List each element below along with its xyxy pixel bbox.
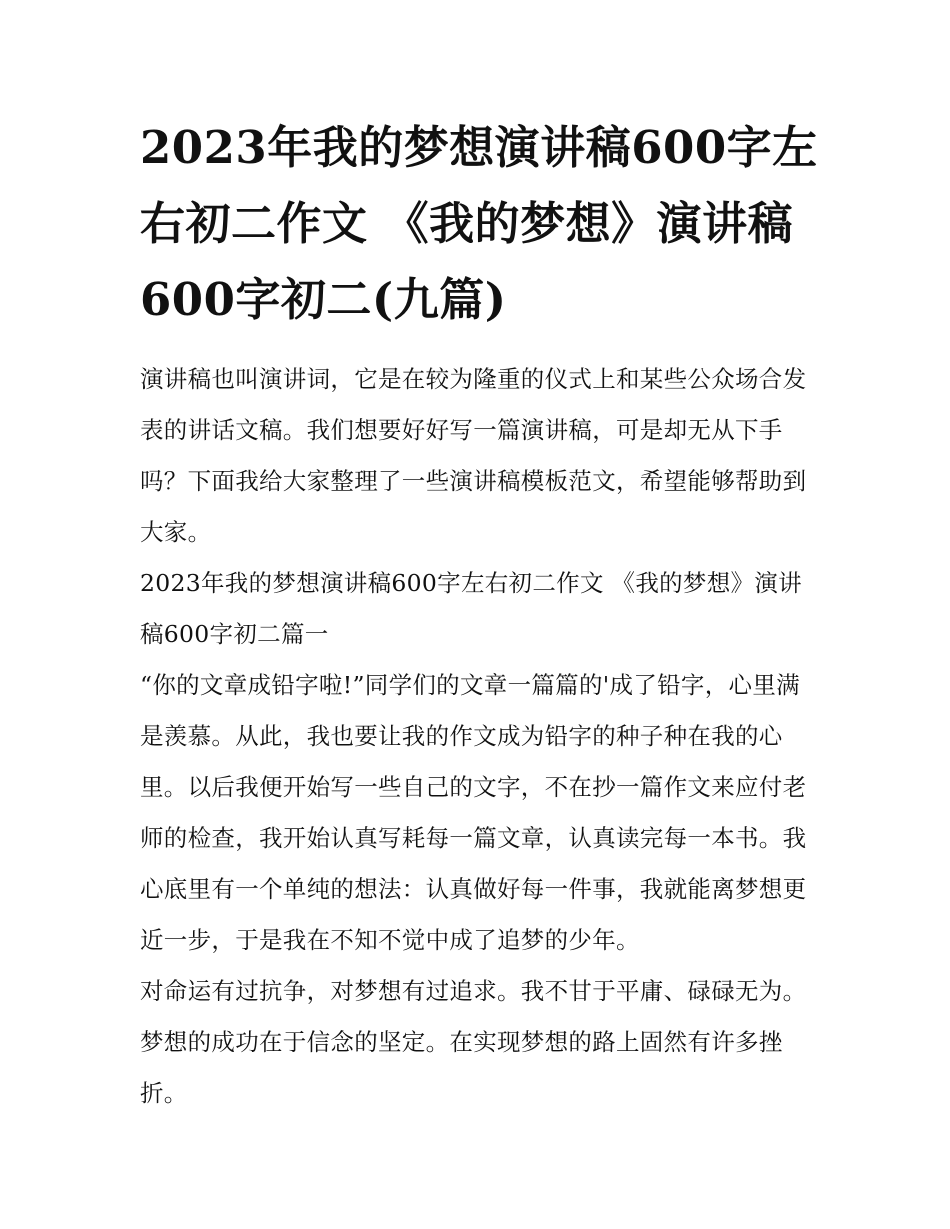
body-paragraph: “你的文章成铅字啦!”同学们的文章一篇篇的'成了铅字，心里满是羡慕。从此，我也要让我的作文成为铅字的种子种在我的心里。以后我便开始写一些自己的文字，不在抄一篇作文来应付老师的检查，我开始认真写耗每一篇文章，认真读完每一本书。我心底里有一个单纯的想法：认真做好每一件事，我就能离梦想更近一步，于是我在不知不觉中成了追梦的少年。 (140, 671, 807, 954)
document-title: 2023年我的梦想演讲稿600字左右初二作文 《我的梦想》演讲稿600字初二(九篇) (140, 121, 818, 326)
intro-paragraph: 演讲稿也叫演讲词，它是在较为隆重的仪式上和某些公众场合发表的讲话文稿。我们想要好好写一篇演讲稿，可是却无从下手吗？下面我给大家整理了一些演讲稿模板范文，希望能够帮助到大家。 (140, 365, 807, 546)
document-page (140, 110, 820, 1119)
section-heading: 2023年我的梦想演讲稿600字左右初二作文 《我的梦想》演讲稿600字初二篇一 (140, 569, 802, 648)
body-paragraph: 对命运有过抗争，对梦想有过追求。我不甘于平庸、碌碌无为。梦想的成功在于信念的坚定。在实现梦想的路上固然有许多挫折。 (140, 977, 807, 1107)
